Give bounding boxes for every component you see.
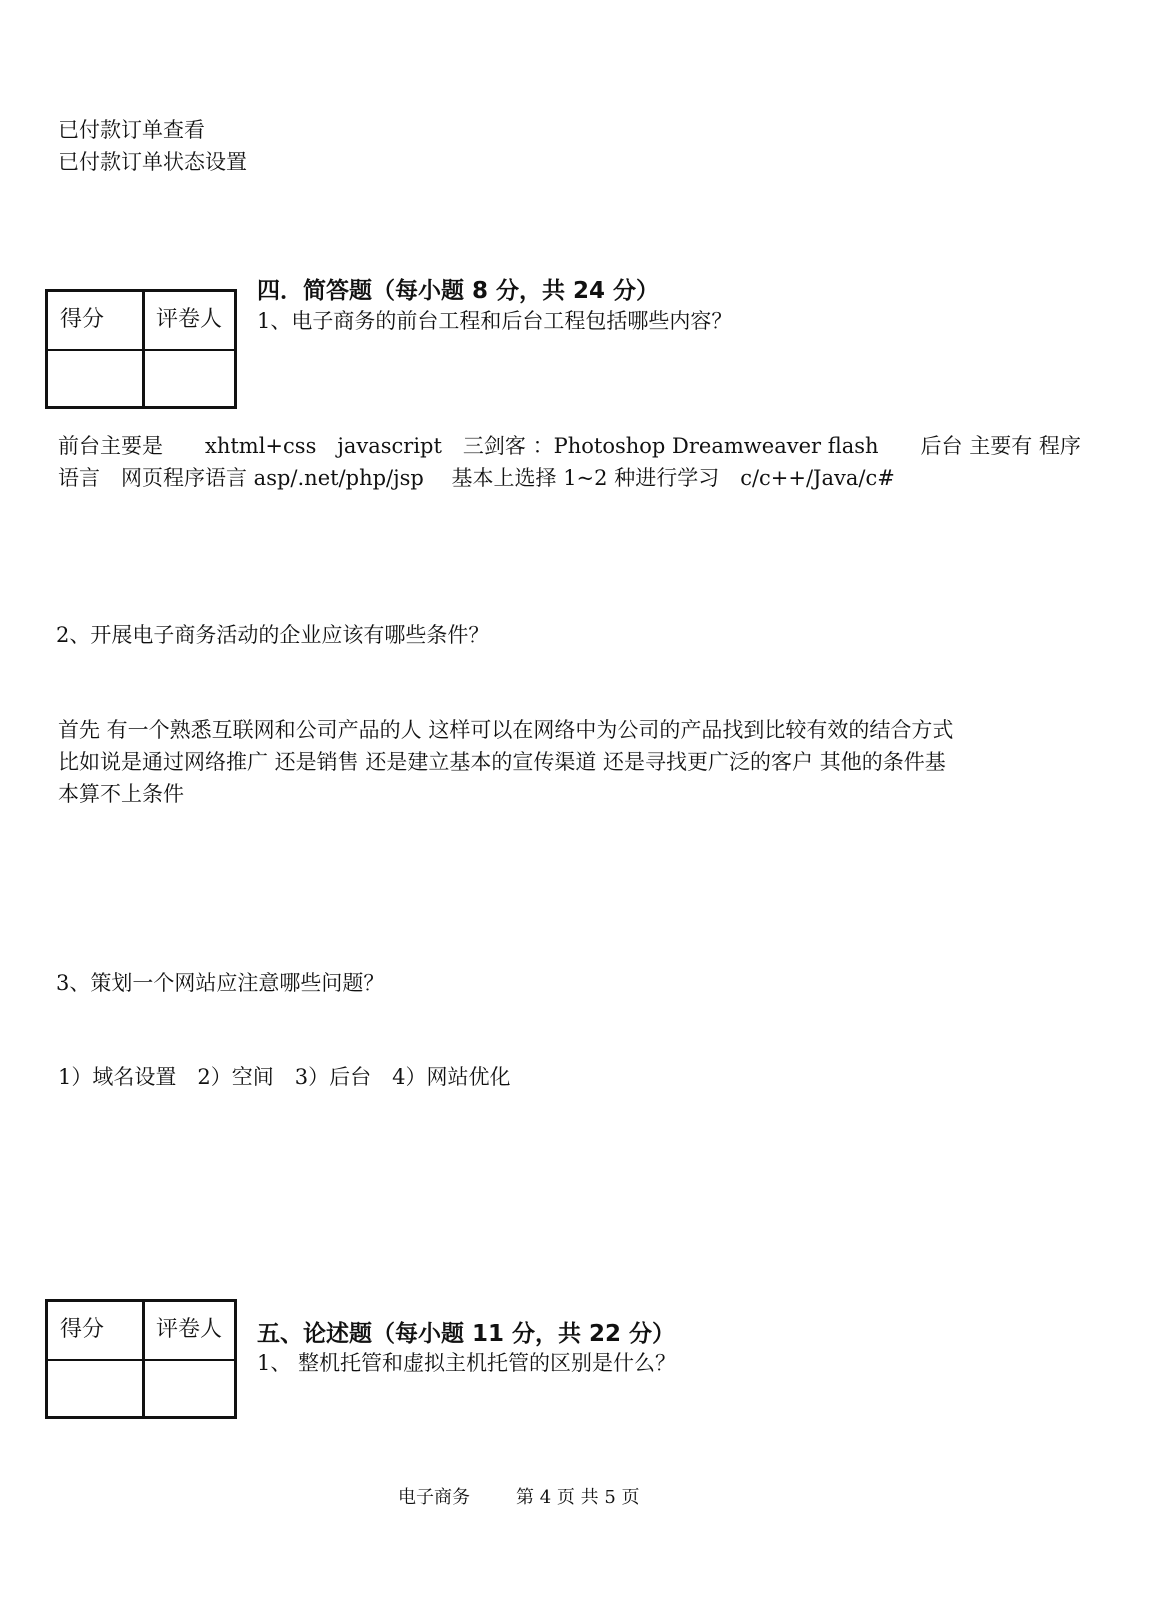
footer-subject: 电子商务	[398, 1487, 470, 1508]
section-heading: 四．简答题（每小题 8 分，共 24 分）	[257, 278, 660, 304]
score-table	[45, 289, 237, 409]
answer-line: 比如说是通过网络推广 还是销售 还是建立基本的宣传渠道 还是寻找更广泛的客户 其他的条件基	[58, 750, 946, 774]
answer-line: 语言 网页程序语言 asp/.net/php/jsp 基本上选择 1~2 种进行学习 c/c++/Java/c#	[58, 466, 895, 490]
grader-label: 评卷人	[156, 307, 223, 332]
section-heading: 五、论述题（每小题 11 分，共 22 分）	[257, 1321, 676, 1347]
score-blank	[50, 1364, 138, 1414]
answer-line: 首先 有一个熟悉互联网和公司产品的人 这样可以在网络中为公司的产品找到比较有效的结合方式	[58, 718, 954, 742]
score-label: 得分	[60, 307, 105, 332]
question: 2、开展电子商务活动的企业应该有哪些条件？	[56, 623, 490, 647]
question: 1、电子商务的前台工程和后台工程包括哪些内容？	[257, 309, 733, 333]
score-blank	[50, 354, 138, 404]
answer-line: 本算不上条件	[58, 782, 184, 806]
answer-line: 前台主要是 xhtml+css javascript 三剑客 ：Photoshop Dreamweaver flash 后台 主要有 程序	[58, 434, 1081, 458]
text-line: 已付款订单状态设置	[58, 150, 247, 174]
answer-line: 1）域名设置 2）空间 3）后台 4）网站优化	[58, 1065, 511, 1089]
text-line: 已付款订单查看	[58, 118, 205, 142]
question: 3、策划一个网站应注意哪些问题？	[56, 971, 385, 995]
question: 1、 整机托管和虚拟主机托管的区别是什么？	[257, 1351, 677, 1375]
grader-blank	[148, 354, 234, 404]
score-label: 得分	[60, 1317, 105, 1342]
grader-blank	[148, 1364, 234, 1414]
grader-label: 评卷人	[156, 1317, 223, 1342]
footer-page-info: 第 4 页 共 5 页	[516, 1487, 640, 1508]
score-table	[45, 1299, 237, 1419]
